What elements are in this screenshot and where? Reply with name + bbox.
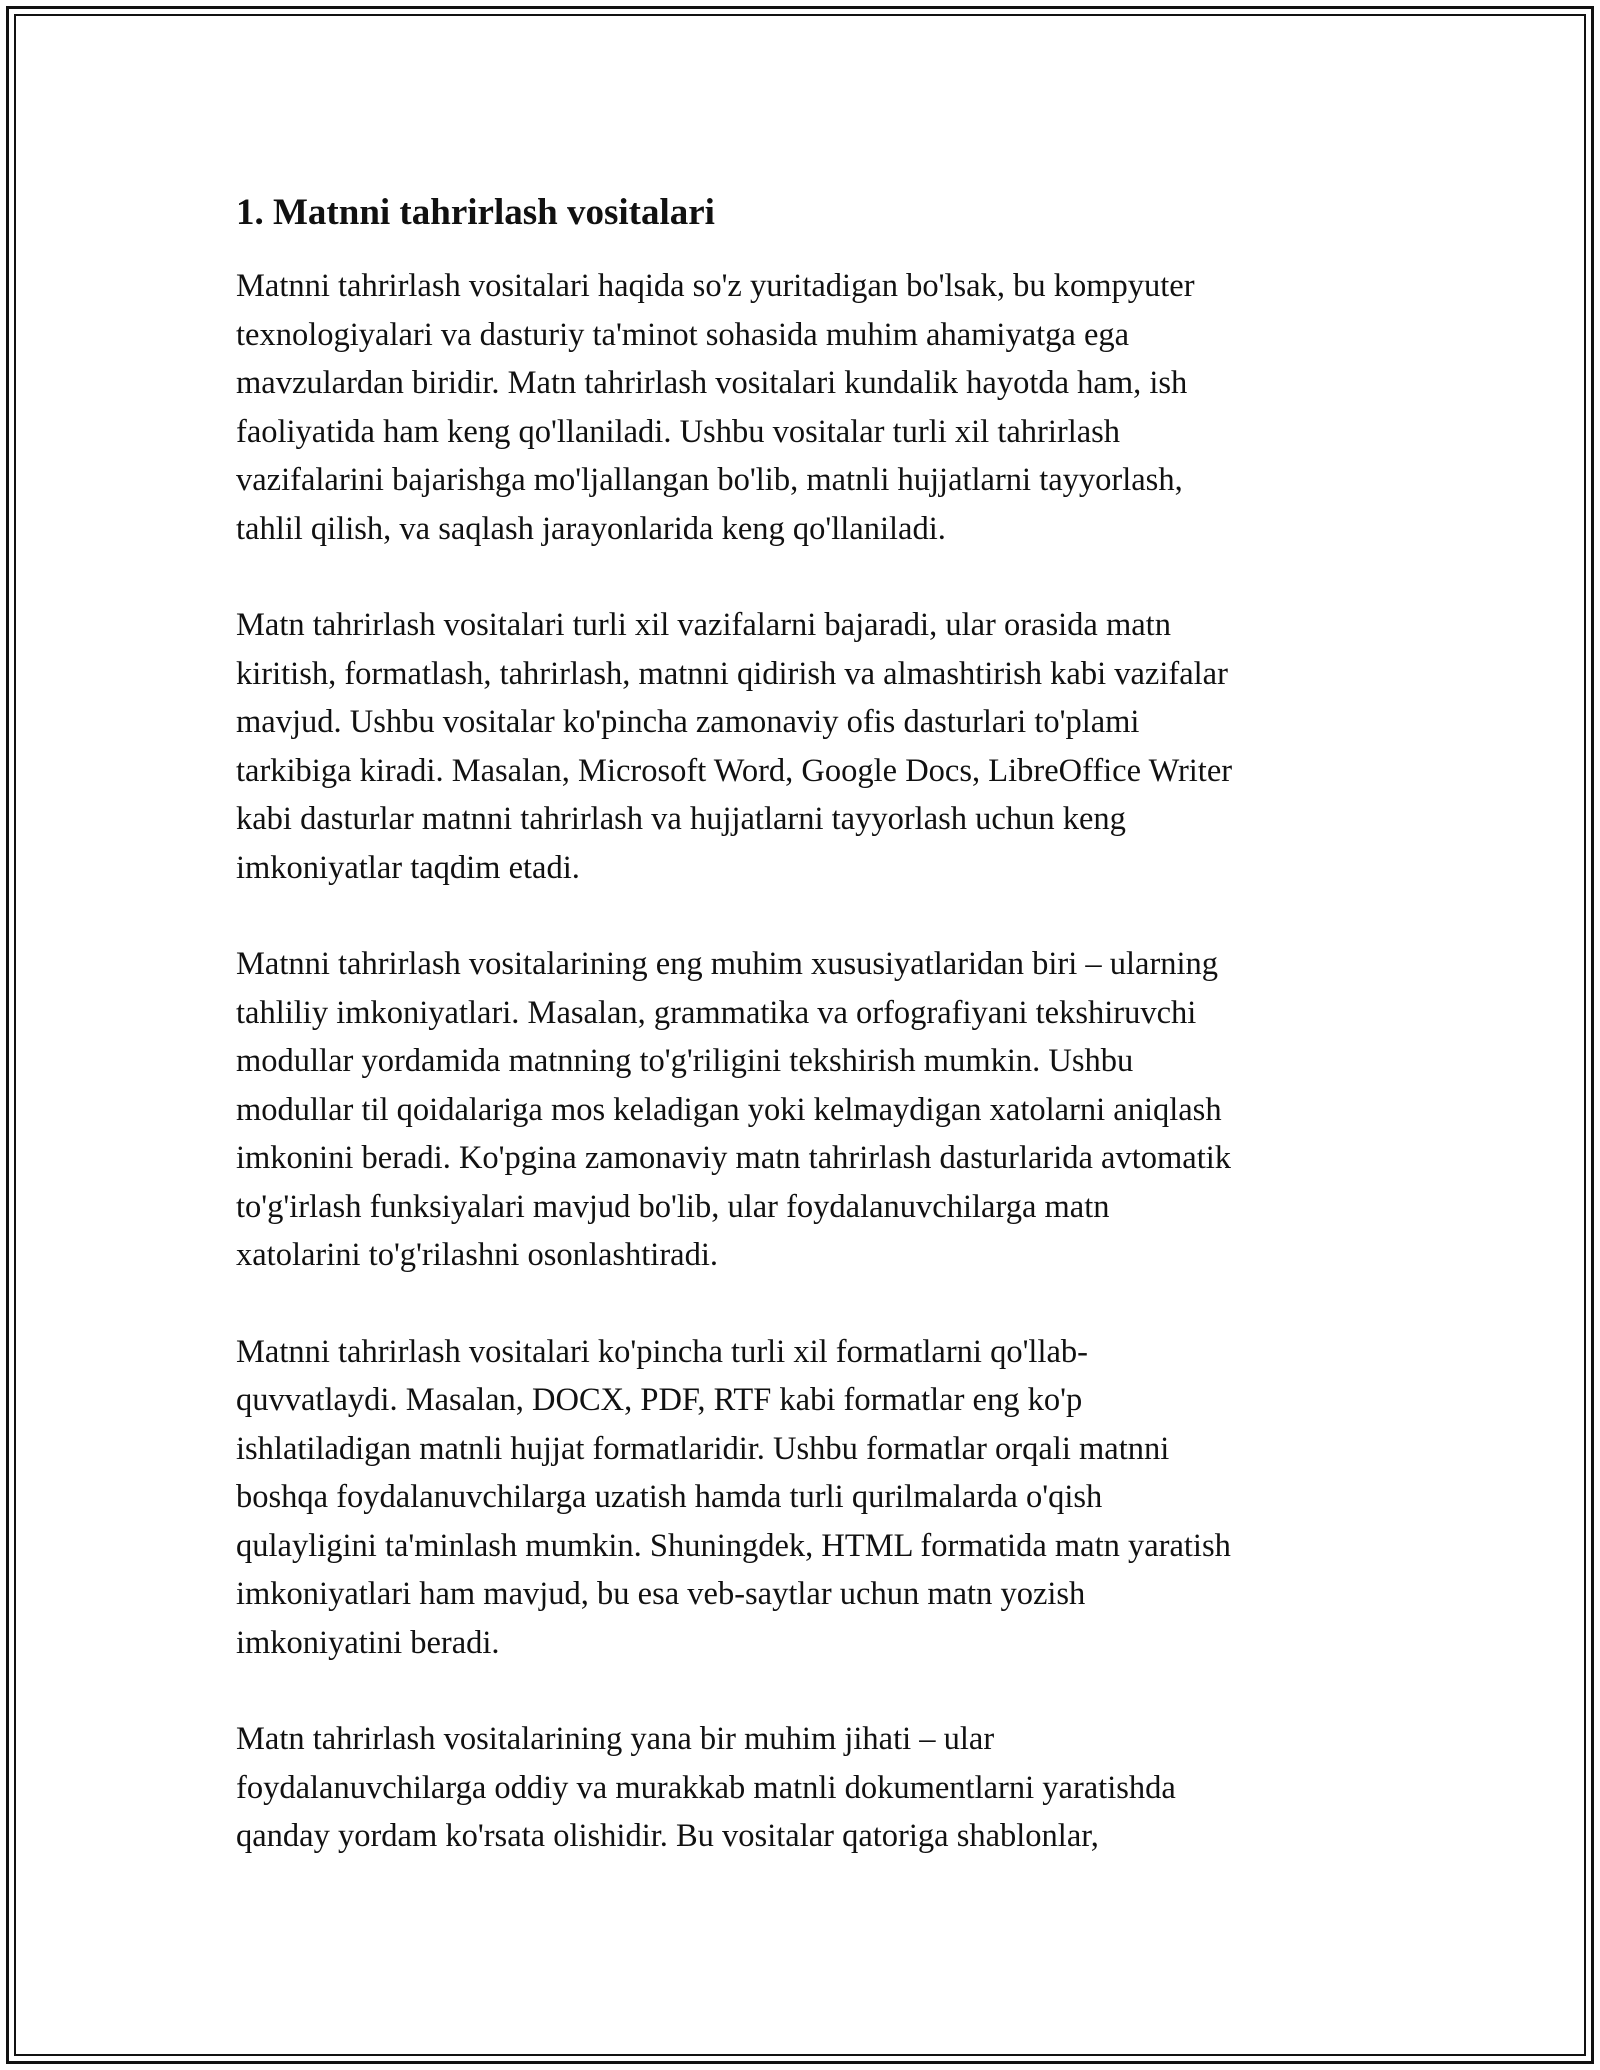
paragraph-5	[236, 1715, 1381, 1861]
text-line: Matnni tahrirlash vositalari ko'pincha turli xil formatlarni qo'llab-	[236, 1333, 1088, 1370]
text-line: xatolarini to'g'rilashni osonlashtiradi.	[236, 1237, 718, 1273]
text-line: imkonini beradi. Ko'pgina zamonaviy matn tahrirlash dasturlarida avtomatik	[236, 1140, 1232, 1176]
text-line: Matnni tahrirlash vositalarining eng muhim xususiyatlaridan biri – ularning	[236, 946, 1219, 982]
text-line: foydalanuvchilarga oddiy va murakkab matnli dokumentlarni yaratishda	[236, 1769, 1176, 1806]
text-line: tahliliy imkoniyatlari. Masalan, grammatika va orfografiyani tekshiruvchi	[236, 994, 1197, 1031]
text-line: texnologiyalari va dasturiy ta'minot sohasida muhim ahamiyatga ega	[236, 316, 1130, 353]
paragraph-1	[236, 262, 1381, 553]
text-line: imkoniyatlar taqdim etadi.	[236, 849, 580, 886]
text-line: Matn tahrirlash vositalari turli xil vazifalarni bajaradi, ular orasida matn	[236, 607, 1171, 643]
text-line: mavjud. Ushbu vositalar ko'pincha zamonaviy ofis dasturlari to'plami	[236, 704, 1140, 740]
text-line: Matn tahrirlash vositalarining yana bir muhim jihati – ular	[236, 1721, 995, 1757]
text-line: tahlil qilish, va saqlash jarayonlarida keng qo'llaniladi.	[236, 510, 946, 547]
text-line: qanday yordam ko'rsata olishidir. Bu vositalar qatoriga shablonlar,	[236, 1818, 1099, 1854]
text-line: modullar yordamida matnning to'g'riligini tekshirish mumkin. Ushbu	[236, 1043, 1134, 1079]
text-line: modullar til qoidalariga mos keladigan yoki kelmaydigan xatolarni aniqlash	[236, 1091, 1222, 1128]
section-heading: 1. Matnni tahrirlash vositalari	[236, 192, 715, 233]
text-line: ishlatiladigan matnli hujjat formatlaridir. Ushbu formatlar orqali matnni	[236, 1430, 1170, 1467]
text-line: imkoniyatlari ham mavjud, bu esa veb-saytlar uchun matn yozish	[236, 1576, 1086, 1612]
paragraph-2	[236, 601, 1381, 892]
text-line: quvvatlaydi. Masalan, DOCX, PDF, RTF kabi formatlar eng ko'p	[236, 1382, 1083, 1418]
text-line: boshqa foydalanuvchilarga uzatish hamda turli qurilmalarda o'qish	[236, 1479, 1103, 1515]
text-line: kabi dasturlar matnni tahrirlash va hujjatlarni tayyorlash uchun keng	[236, 801, 1126, 837]
text-line: Matnni tahrirlash vositalari haqida so'z yuritadigan bo'lsak, bu kompyuter	[236, 268, 1195, 304]
paragraph-3	[236, 940, 1381, 1280]
text-line: faoliyatida ham keng qo'llaniladi. Ushbu vositalar turli xil tahrirlash	[236, 413, 1121, 450]
text-line: tarkibiga kiradi. Masalan, Microsoft Word, Google Docs, LibreOffice Writer	[236, 752, 1233, 789]
text-line: to'g'irlash funksiyalari mavjud bo'lib, ular foydalanuvchilarga matn	[236, 1188, 1110, 1225]
text-line: vazifalarini bajarishga mo'ljallangan bo'lib, matnli hujjatlarni tayyorlash,	[236, 462, 1183, 498]
text-line: mavzulardan biridir. Matn tahrirlash vositalari kundalik hayotda ham, ish	[236, 365, 1188, 401]
text-line: kiritish, formatlash, tahrirlash, matnni qidirish va almashtirish kabi vazifalar	[236, 655, 1228, 692]
text-line: qulayligini ta'minlash mumkin. Shuningdek, HTML formatida matn yaratish	[236, 1527, 1231, 1564]
document-body	[236, 186, 1381, 1909]
text-line: imkoniyatini beradi.	[236, 1624, 500, 1661]
paragraph-4	[236, 1328, 1381, 1668]
